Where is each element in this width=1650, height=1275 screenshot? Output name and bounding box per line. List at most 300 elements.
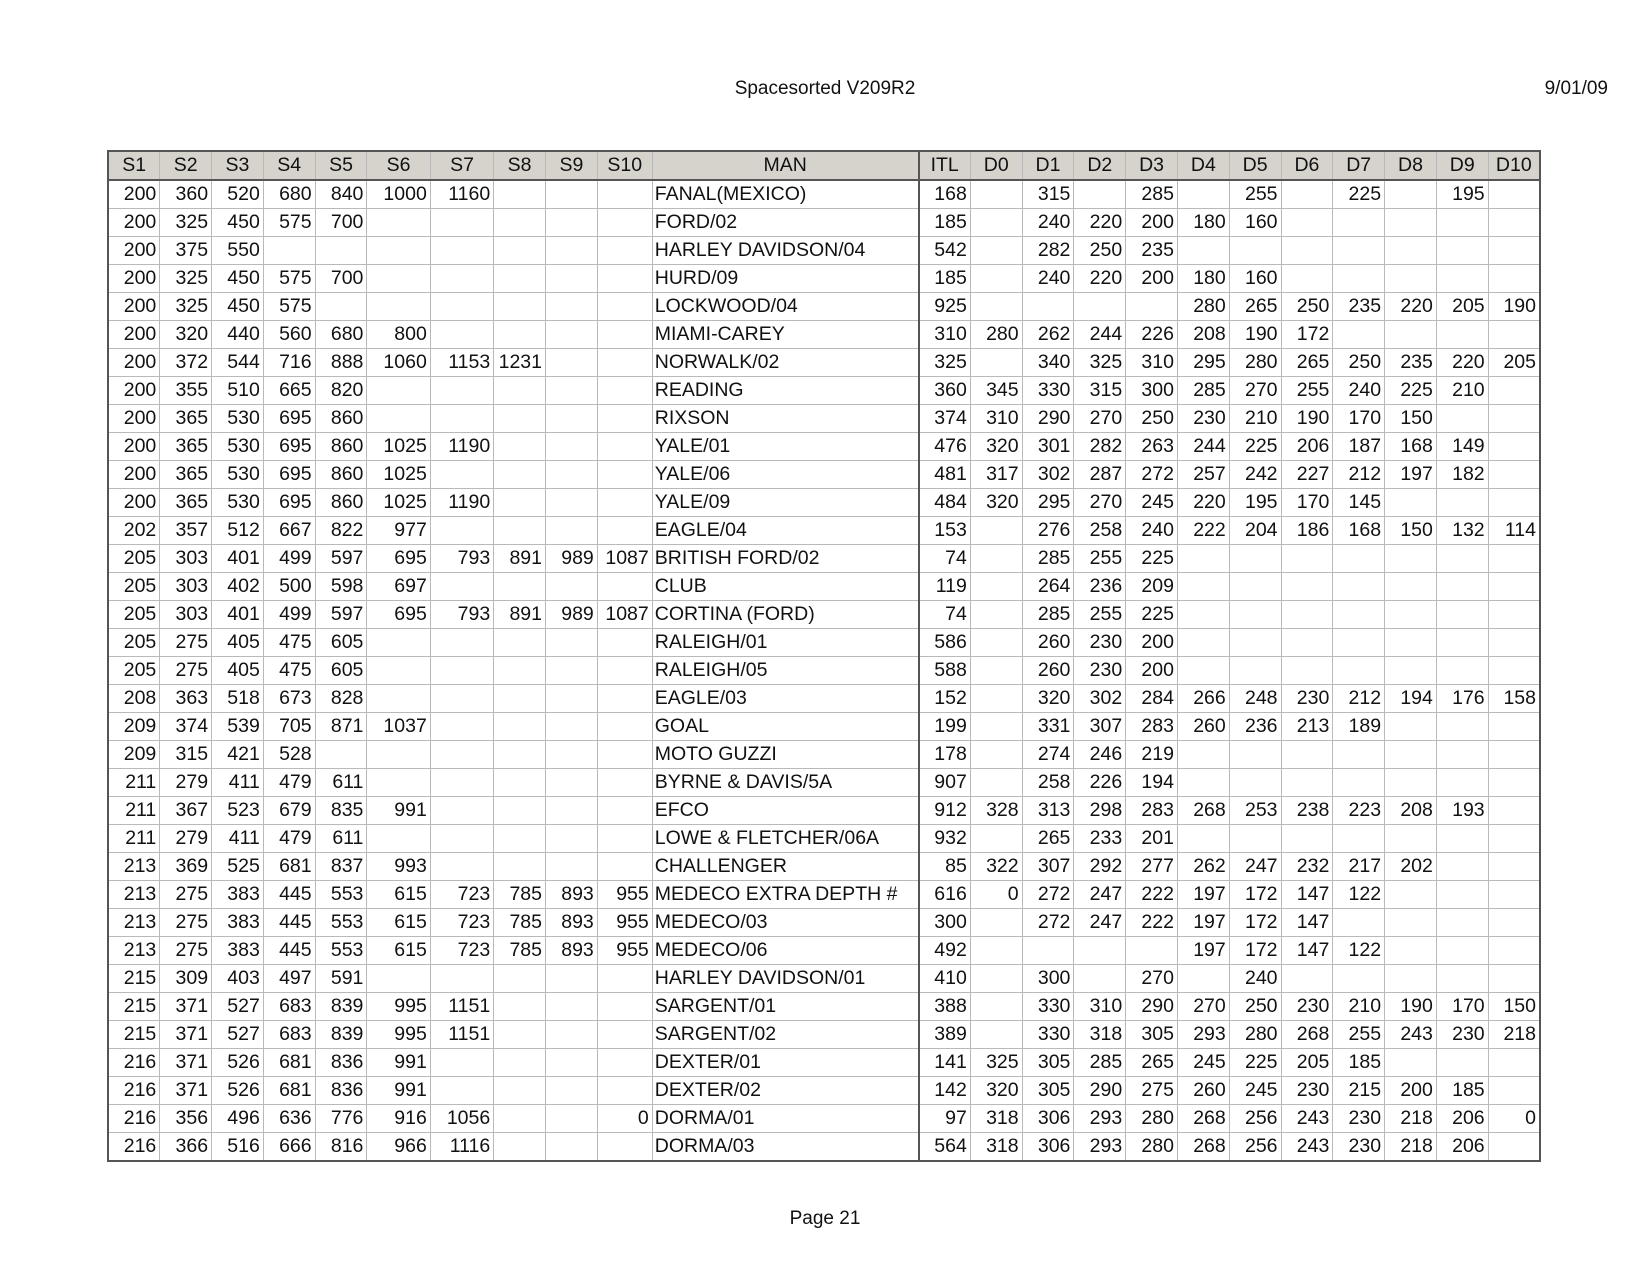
table-cell-d8: 202 — [1385, 853, 1437, 881]
table-cell-d0: 280 — [970, 321, 1022, 349]
table-cell-d6 — [1281, 265, 1333, 293]
table-cell-d8: 220 — [1385, 293, 1437, 321]
column-header-d8: D8 — [1385, 151, 1437, 180]
table-cell-itl: 325 — [919, 349, 971, 377]
table-cell-s10 — [597, 853, 652, 881]
table-cell-s5: 700 — [315, 265, 367, 293]
table-cell-d7: 145 — [1333, 489, 1385, 517]
table-cell-s2: 374 — [160, 713, 212, 741]
table-cell-d0 — [970, 1021, 1022, 1049]
table-cell-s2: 366 — [160, 1133, 212, 1162]
table-cell-d6: 265 — [1281, 349, 1333, 377]
table-cell-s6 — [367, 825, 430, 853]
table-cell-s4: 680 — [263, 180, 315, 209]
table-cell-d4: 268 — [1177, 797, 1229, 825]
table-cell-d2: 236 — [1074, 573, 1126, 601]
table-cell-s1: 200 — [108, 321, 160, 349]
table-cell-s9 — [546, 657, 598, 685]
table-cell-d2: 298 — [1074, 797, 1126, 825]
table-cell-s10 — [597, 713, 652, 741]
table-cell-d0: 325 — [970, 1049, 1022, 1077]
table-cell-d3: 219 — [1126, 741, 1178, 769]
table-cell-s7: 793 — [430, 545, 493, 573]
table-row — [108, 293, 1540, 321]
table-cell-man: SARGENT/02 — [652, 1021, 918, 1049]
table-cell-s1: 200 — [108, 293, 160, 321]
table-cell-d6 — [1281, 601, 1333, 629]
table-row — [108, 209, 1540, 237]
table-cell-d5 — [1229, 237, 1281, 265]
table-cell-d7 — [1333, 965, 1385, 993]
table-cell-d5: 190 — [1229, 321, 1281, 349]
table-cell-s3: 530 — [212, 461, 264, 489]
table-cell-d3: 200 — [1126, 265, 1178, 293]
table-cell-d8 — [1385, 209, 1437, 237]
table-cell-d8 — [1385, 1049, 1437, 1077]
table-cell-s8 — [494, 825, 546, 853]
table-cell-d9 — [1436, 265, 1488, 293]
table-cell-s6 — [367, 265, 430, 293]
table-cell-itl: 481 — [919, 461, 971, 489]
table-cell-s2: 360 — [160, 180, 212, 209]
table-cell-d8 — [1385, 657, 1437, 685]
table-cell-s7 — [430, 965, 493, 993]
table-cell-d4 — [1177, 965, 1229, 993]
table-cell-s2: 371 — [160, 993, 212, 1021]
table-cell-s7: 1151 — [430, 1021, 493, 1049]
table-cell-d1: 272 — [1022, 909, 1074, 937]
table-cell-d4: 260 — [1177, 713, 1229, 741]
table-cell-s4: 683 — [263, 1021, 315, 1049]
table-cell-d3: 285 — [1126, 180, 1178, 209]
table-cell-s7: 723 — [430, 909, 493, 937]
table-cell-s10 — [597, 433, 652, 461]
table-row — [108, 265, 1540, 293]
table-cell-d3: 280 — [1126, 1133, 1178, 1162]
table-cell-s6: 991 — [367, 1077, 430, 1105]
table-cell-s8 — [494, 265, 546, 293]
table-row — [108, 1049, 1540, 1077]
table-cell-d10: 205 — [1488, 349, 1540, 377]
table-cell-s6: 1060 — [367, 349, 430, 377]
table-cell-s9: 893 — [546, 937, 598, 965]
table-cell-s1: 205 — [108, 629, 160, 657]
table-cell-d8: 200 — [1385, 1077, 1437, 1105]
column-header-s1: S1 — [108, 151, 160, 180]
table-cell-s2: 363 — [160, 685, 212, 713]
table-cell-s4: 716 — [263, 349, 315, 377]
table-cell-d9 — [1436, 489, 1488, 517]
table-cell-s3: 527 — [212, 1021, 264, 1049]
table-cell-d9: 170 — [1436, 993, 1488, 1021]
table-cell-s2: 325 — [160, 209, 212, 237]
table-cell-d5: 236 — [1229, 713, 1281, 741]
table-cell-d4: 268 — [1177, 1133, 1229, 1162]
table-cell-s1: 215 — [108, 993, 160, 1021]
table-cell-d5 — [1229, 825, 1281, 853]
column-header-s2: S2 — [160, 151, 212, 180]
table-cell-s6: 695 — [367, 545, 430, 573]
table-cell-s5 — [315, 293, 367, 321]
table-cell-d6: 227 — [1281, 461, 1333, 489]
table-cell-d0 — [970, 265, 1022, 293]
table-cell-man: GOAL — [652, 713, 918, 741]
table-cell-d8 — [1385, 321, 1437, 349]
table-cell-s6 — [367, 209, 430, 237]
table-cell-man: NORWALK/02 — [652, 349, 918, 377]
table-cell-s8 — [494, 237, 546, 265]
table-cell-s5: 605 — [315, 657, 367, 685]
table-cell-s2: 372 — [160, 349, 212, 377]
table-cell-d3: 200 — [1126, 657, 1178, 685]
table-cell-itl: 912 — [919, 797, 971, 825]
table-cell-s6: 1037 — [367, 713, 430, 741]
table-cell-d4: 197 — [1177, 937, 1229, 965]
table-cell-d4 — [1177, 180, 1229, 209]
table-cell-d2: 315 — [1074, 377, 1126, 405]
table-cell-s8: 785 — [494, 937, 546, 965]
table-cell-d1: 272 — [1022, 881, 1074, 909]
table-cell-d7: 122 — [1333, 937, 1385, 965]
table-row — [108, 713, 1540, 741]
table-cell-s3: 401 — [212, 601, 264, 629]
table-cell-d1: 330 — [1022, 1021, 1074, 1049]
table-cell-d1: 285 — [1022, 601, 1074, 629]
table-cell-s9: 893 — [546, 909, 598, 937]
table-cell-s3: 539 — [212, 713, 264, 741]
table-cell-d3: 226 — [1126, 321, 1178, 349]
table-cell-d9 — [1436, 657, 1488, 685]
table-cell-s5: 839 — [315, 993, 367, 1021]
table-cell-d0 — [970, 825, 1022, 853]
table-cell-s3: 520 — [212, 180, 264, 209]
table-cell-s6 — [367, 293, 430, 321]
table-cell-s2: 355 — [160, 377, 212, 405]
table-cell-s8 — [494, 657, 546, 685]
table-cell-s2: 367 — [160, 797, 212, 825]
table-cell-d10 — [1488, 1133, 1540, 1162]
table-cell-s2: 275 — [160, 629, 212, 657]
table-cell-d4: 257 — [1177, 461, 1229, 489]
table-cell-d5 — [1229, 769, 1281, 797]
table-cell-d7: 212 — [1333, 461, 1385, 489]
table-cell-s9 — [546, 180, 598, 209]
table-cell-s2: 375 — [160, 237, 212, 265]
table-cell-s10 — [597, 461, 652, 489]
table-cell-s9 — [546, 1105, 598, 1133]
table-cell-s3: 383 — [212, 909, 264, 937]
table-cell-s5: 860 — [315, 461, 367, 489]
table-cell-d9 — [1436, 237, 1488, 265]
table-cell-d1: 305 — [1022, 1077, 1074, 1105]
table-cell-s2: 356 — [160, 1105, 212, 1133]
table-cell-d3: 305 — [1126, 1021, 1178, 1049]
table-cell-man: MIAMI-CAREY — [652, 321, 918, 349]
table-cell-s4: 445 — [263, 909, 315, 937]
table-cell-d4: 197 — [1177, 881, 1229, 909]
table-cell-s9 — [546, 209, 598, 237]
table-row — [108, 853, 1540, 881]
table-cell-itl: 74 — [919, 545, 971, 573]
table-cell-d3: 265 — [1126, 1049, 1178, 1077]
table-cell-s3: 510 — [212, 377, 264, 405]
table-cell-d9: 176 — [1436, 685, 1488, 713]
table-cell-s10 — [597, 349, 652, 377]
table-row — [108, 545, 1540, 573]
table-cell-s8 — [494, 293, 546, 321]
table-cell-d10 — [1488, 265, 1540, 293]
table-cell-s10 — [597, 993, 652, 1021]
table-cell-s5: 553 — [315, 909, 367, 937]
table-cell-itl: 153 — [919, 517, 971, 545]
table-cell-s4 — [263, 237, 315, 265]
table-cell-d1: 300 — [1022, 965, 1074, 993]
table-row — [108, 881, 1540, 909]
table-cell-d9: 185 — [1436, 1077, 1488, 1105]
table-cell-s9 — [546, 489, 598, 517]
table-cell-d8 — [1385, 741, 1437, 769]
table-cell-s8: 891 — [494, 601, 546, 629]
table-cell-d6 — [1281, 825, 1333, 853]
table-cell-d9 — [1436, 825, 1488, 853]
table-cell-s8 — [494, 769, 546, 797]
table-cell-s7 — [430, 1049, 493, 1077]
table-cell-man: RALEIGH/01 — [652, 629, 918, 657]
table-cell-s4: 575 — [263, 293, 315, 321]
table-cell-d3: 200 — [1126, 629, 1178, 657]
table-cell-s10 — [597, 377, 652, 405]
table-cell-d7: 212 — [1333, 685, 1385, 713]
table-cell-d2: 233 — [1074, 825, 1126, 853]
table-cell-s1: 213 — [108, 881, 160, 909]
table-cell-d5: 242 — [1229, 461, 1281, 489]
table-cell-s8 — [494, 797, 546, 825]
table-cell-d10 — [1488, 377, 1540, 405]
table-cell-d8: 197 — [1385, 461, 1437, 489]
table-cell-d1: 331 — [1022, 713, 1074, 741]
table-cell-s3: 405 — [212, 629, 264, 657]
table-cell-s9 — [546, 321, 598, 349]
table-cell-d3: 263 — [1126, 433, 1178, 461]
table-cell-d6 — [1281, 741, 1333, 769]
table-cell-d0 — [970, 237, 1022, 265]
table-cell-d7: 240 — [1333, 377, 1385, 405]
table-cell-d0: 310 — [970, 405, 1022, 433]
table-cell-d2 — [1074, 965, 1126, 993]
table-cell-d9 — [1436, 909, 1488, 937]
table-cell-s1: 215 — [108, 965, 160, 993]
table-cell-d6: 206 — [1281, 433, 1333, 461]
table-cell-d0: 317 — [970, 461, 1022, 489]
table-cell-d5: 225 — [1229, 1049, 1281, 1077]
table-cell-s5: 700 — [315, 209, 367, 237]
table-cell-d10 — [1488, 573, 1540, 601]
table-cell-d6: 186 — [1281, 517, 1333, 545]
table-cell-d9: 206 — [1436, 1105, 1488, 1133]
table-cell-d6: 147 — [1281, 909, 1333, 937]
table-cell-s3: 516 — [212, 1133, 264, 1162]
table-cell-d6: 232 — [1281, 853, 1333, 881]
table-cell-s3: 402 — [212, 573, 264, 601]
table-cell-d4: 220 — [1177, 489, 1229, 517]
column-header-d1: D1 — [1022, 151, 1074, 180]
table-cell-s10 — [597, 405, 652, 433]
table-cell-d6 — [1281, 209, 1333, 237]
table-row — [108, 349, 1540, 377]
table-cell-s2: 365 — [160, 405, 212, 433]
table-cell-d9: 220 — [1436, 349, 1488, 377]
table-cell-d0 — [970, 293, 1022, 321]
table-cell-d9 — [1436, 741, 1488, 769]
table-cell-s10 — [597, 965, 652, 993]
table-row — [108, 937, 1540, 965]
table-cell-s7 — [430, 825, 493, 853]
table-cell-d6: 147 — [1281, 937, 1333, 965]
table-cell-d0 — [970, 629, 1022, 657]
table-cell-d8 — [1385, 937, 1437, 965]
table-cell-itl: 168 — [919, 180, 971, 209]
table-cell-s2: 275 — [160, 937, 212, 965]
table-row — [108, 321, 1540, 349]
table-cell-s7: 1151 — [430, 993, 493, 1021]
table-cell-d3: 245 — [1126, 489, 1178, 517]
table-cell-d3 — [1126, 937, 1178, 965]
table-cell-d8 — [1385, 265, 1437, 293]
table-cell-d7 — [1333, 741, 1385, 769]
table-cell-s7 — [430, 769, 493, 797]
table-cell-d0 — [970, 993, 1022, 1021]
table-cell-d9 — [1436, 405, 1488, 433]
table-cell-s2: 365 — [160, 489, 212, 517]
table-cell-s2: 371 — [160, 1077, 212, 1105]
table-cell-s9 — [546, 685, 598, 713]
table-cell-s5: 598 — [315, 573, 367, 601]
table-cell-d0 — [970, 349, 1022, 377]
table-cell-s3: 405 — [212, 657, 264, 685]
table-cell-s2: 309 — [160, 965, 212, 993]
table-row — [108, 769, 1540, 797]
table-cell-d0: 320 — [970, 1077, 1022, 1105]
table-cell-d6 — [1281, 180, 1333, 209]
table-cell-man: MOTO GUZZI — [652, 741, 918, 769]
table-cell-d0 — [970, 601, 1022, 629]
table-cell-s3: 530 — [212, 489, 264, 517]
table-cell-d6: 243 — [1281, 1105, 1333, 1133]
table-row — [108, 433, 1540, 461]
table-cell-d7 — [1333, 657, 1385, 685]
table-cell-s5: 836 — [315, 1077, 367, 1105]
table-cell-d2: 220 — [1074, 265, 1126, 293]
table-cell-d0: 0 — [970, 881, 1022, 909]
column-header-d3: D3 — [1126, 151, 1178, 180]
table-cell-man: HARLEY DAVIDSON/04 — [652, 237, 918, 265]
table-cell-man: DEXTER/01 — [652, 1049, 918, 1077]
table-cell-s7: 1056 — [430, 1105, 493, 1133]
table-cell-itl: 492 — [919, 937, 971, 965]
table-cell-s6 — [367, 769, 430, 797]
table-cell-d0: 318 — [970, 1105, 1022, 1133]
table-cell-d5 — [1229, 741, 1281, 769]
table-cell-d2: 258 — [1074, 517, 1126, 545]
table-cell-s9 — [546, 853, 598, 881]
table-cell-d0: 318 — [970, 1133, 1022, 1162]
table-cell-d7: 210 — [1333, 993, 1385, 1021]
table-cell-s5 — [315, 237, 367, 265]
table-cell-d9: 195 — [1436, 180, 1488, 209]
table-cell-s8 — [494, 489, 546, 517]
table-cell-d10 — [1488, 321, 1540, 349]
table-cell-d1: 258 — [1022, 769, 1074, 797]
table-row — [108, 1021, 1540, 1049]
column-header-s8: S8 — [494, 151, 546, 180]
table-cell-d7 — [1333, 629, 1385, 657]
table-cell-s4: 445 — [263, 881, 315, 909]
column-header-man: MAN — [652, 151, 918, 180]
table-cell-s6 — [367, 405, 430, 433]
table-cell-d10 — [1488, 405, 1540, 433]
table-cell-s3: 518 — [212, 685, 264, 713]
table-cell-d4: 285 — [1177, 377, 1229, 405]
table-cell-d6: 238 — [1281, 797, 1333, 825]
table-cell-s7 — [430, 1077, 493, 1105]
table-cell-d5: 280 — [1229, 1021, 1281, 1049]
table-cell-s7 — [430, 461, 493, 489]
table-cell-d4 — [1177, 825, 1229, 853]
table-cell-s1: 202 — [108, 517, 160, 545]
table-cell-d9: 132 — [1436, 517, 1488, 545]
table-cell-s7 — [430, 265, 493, 293]
table-cell-d5: 160 — [1229, 265, 1281, 293]
column-header-s5: S5 — [315, 151, 367, 180]
table-cell-s6 — [367, 685, 430, 713]
table-cell-s6: 991 — [367, 1049, 430, 1077]
table-cell-d0 — [970, 909, 1022, 937]
table-cell-man: LOCKWOOD/04 — [652, 293, 918, 321]
table-cell-s2: 275 — [160, 657, 212, 685]
table-cell-itl: 185 — [919, 209, 971, 237]
table-cell-s9 — [546, 237, 598, 265]
table-cell-d9 — [1436, 573, 1488, 601]
table-cell-s6 — [367, 629, 430, 657]
table-cell-d10 — [1488, 629, 1540, 657]
table-cell-s4: 695 — [263, 489, 315, 517]
table-cell-d1: 340 — [1022, 349, 1074, 377]
table-cell-d5: 210 — [1229, 405, 1281, 433]
table-cell-s9 — [546, 1133, 598, 1162]
table-cell-d9 — [1436, 1049, 1488, 1077]
table-cell-d5: 270 — [1229, 377, 1281, 405]
table-cell-s4: 499 — [263, 545, 315, 573]
table-cell-d6 — [1281, 237, 1333, 265]
table-cell-d4: 270 — [1177, 993, 1229, 1021]
table-cell-d8: 218 — [1385, 1133, 1437, 1162]
table-cell-s10 — [597, 685, 652, 713]
table-cell-s9 — [546, 293, 598, 321]
table-cell-s5: 680 — [315, 321, 367, 349]
table-cell-s3: 421 — [212, 741, 264, 769]
table-cell-s9 — [546, 741, 598, 769]
column-header-s4: S4 — [263, 151, 315, 180]
table-cell-s4: 479 — [263, 769, 315, 797]
table-cell-s5: 553 — [315, 881, 367, 909]
table-cell-s7 — [430, 517, 493, 545]
table-cell-s10 — [597, 797, 652, 825]
table-cell-s8: 785 — [494, 881, 546, 909]
table-cell-s7: 793 — [430, 601, 493, 629]
table-cell-d4: 180 — [1177, 209, 1229, 237]
table-cell-man: FANAL(MEXICO) — [652, 180, 918, 209]
table-cell-s4: 695 — [263, 433, 315, 461]
